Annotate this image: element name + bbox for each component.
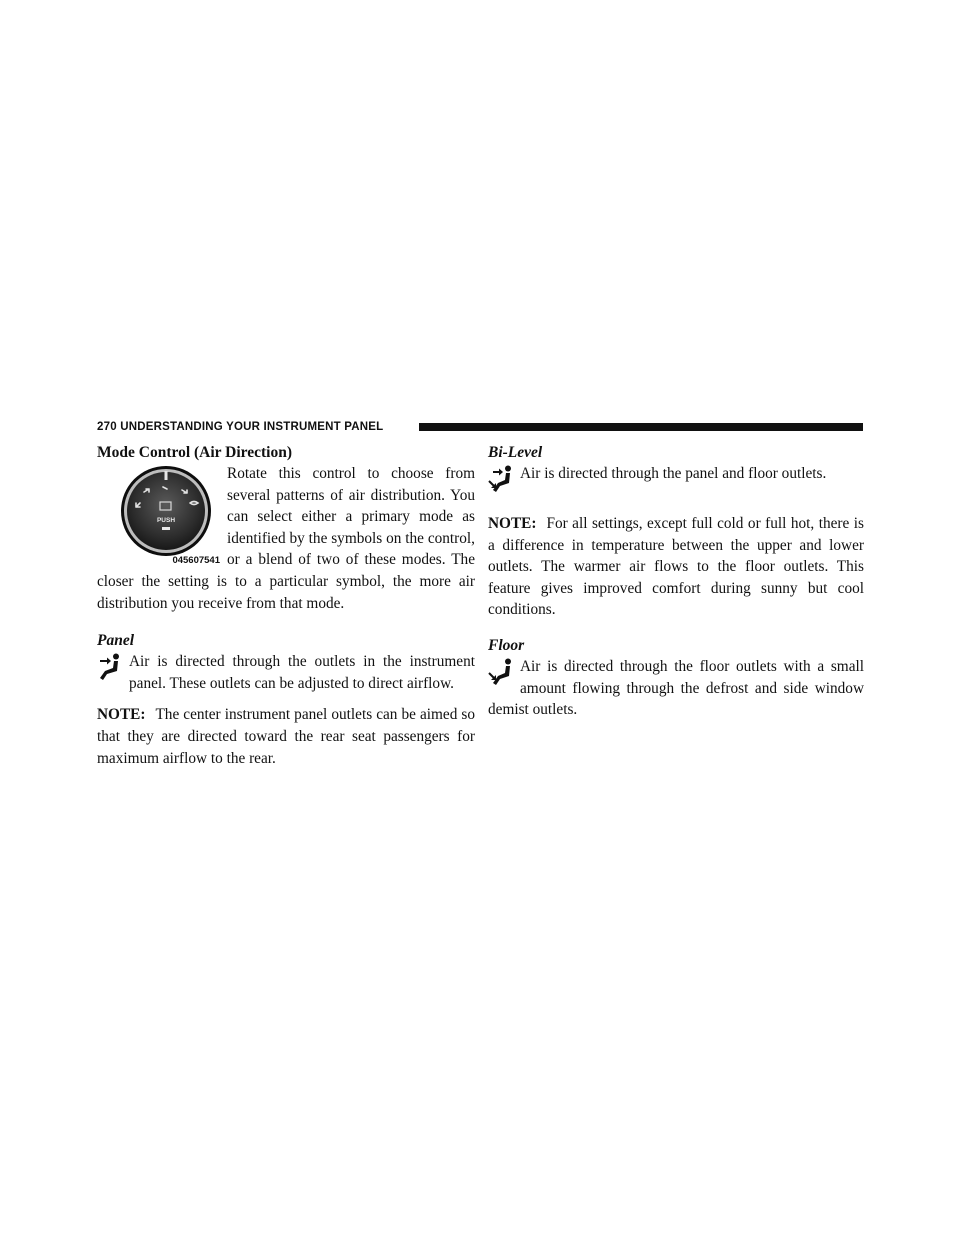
- mode-control-figure: [109, 465, 221, 565]
- mode-control-description: Rotate this control to choose from several patterns of air distribution. You can select either a primary mode as identified by the symbols on the control, or a blend of two of these modes. The closer the setting is to a particular symbol, the more air distribution you receive from that mode.: [97, 465, 475, 612]
- right-column: [488, 442, 864, 721]
- header-rule: [419, 423, 863, 431]
- note-text: The center instrument panel outlets can be aimed so that they are directed toward the rear seat passengers for maximum airflow to the rear.: [97, 706, 475, 767]
- mode-control-knob-icon: [109, 465, 221, 565]
- figure-id: 045607541: [172, 555, 220, 566]
- note-label: NOTE:: [97, 706, 146, 724]
- floor-heading: Floor: [488, 636, 525, 654]
- left-column: [97, 442, 475, 769]
- floor-mode-icon: [488, 658, 516, 686]
- header-text: [97, 420, 383, 434]
- left-note: [97, 704, 475, 769]
- bilevel-heading: Bi-Level: [488, 444, 543, 461]
- panel-mode-icon: [97, 653, 125, 681]
- mode-control-heading: Mode Control (Air Direction): [97, 444, 293, 461]
- note-text: For all settings, except full cold or full hot, there is a difference in temperature between the upper and lower outlets. The warmer air flows to the floor outlets. This feature gives improved comfort during sunny but cool conditions.: [488, 515, 864, 619]
- floor-description: Air is directed through the floor outlets with a small amount flowing through the defrost and side window demist outlets.: [488, 657, 864, 719]
- bilevel-mode-icon: [488, 465, 516, 493]
- panel-heading: Panel: [97, 632, 135, 650]
- page-header: [97, 420, 863, 434]
- bilevel-description: Air is directed through the panel and floor outlets.: [520, 465, 827, 482]
- note-label: NOTE:: [488, 515, 537, 532]
- section-title: UNDERSTANDING YOUR INSTRUMENT PANEL: [120, 421, 384, 433]
- page-number: 270: [97, 421, 117, 433]
- panel-description: Air is directed through the outlets in the instrument panel. These outlets can be adjusted to direct airflow.: [129, 653, 475, 692]
- push-label: PUSH: [156, 517, 176, 524]
- right-note: [488, 513, 864, 621]
